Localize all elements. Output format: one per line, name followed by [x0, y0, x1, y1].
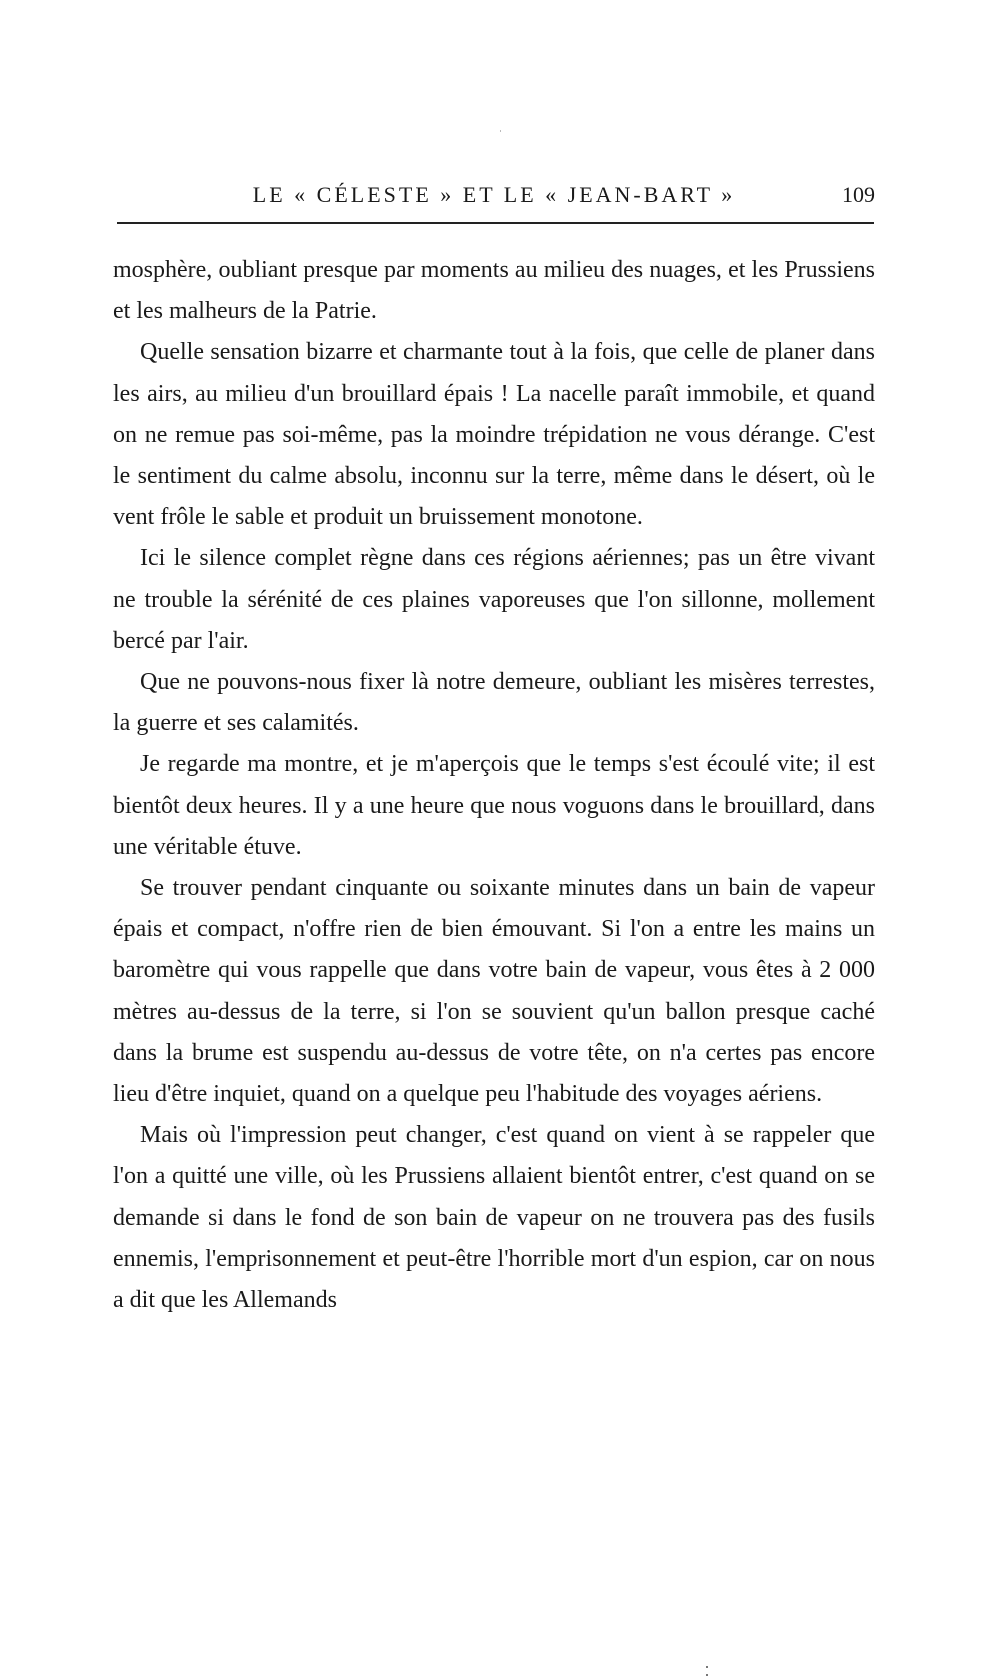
- paragraph: Je regarde ma montre, et je m'aperçois que le temps s'est écoulé vite; il est bientôt deux heures. Il y a une heure que nous voguons dans le brouillard, dans une véritable étuve.: [113, 751, 875, 860]
- paragraph-continuation: mosphère, oubliant presque par moments au milieu des nuages, et les Prussiens et les malheurs de la Patrie.: [113, 257, 875, 325]
- paper-speck: [500, 130, 501, 132]
- paragraph: Que ne pouvons-nous fixer là notre demeure, oubliant les misères terrestes, la guerre et ses calamités.: [113, 669, 875, 737]
- paper-speck: [706, 1674, 708, 1676]
- paragraph: Quelle sensation bizarre et charmante tout à la fois, que celle de planer dans les airs, au milieu d'un brouillard épais ! La nacelle paraît immobile, et quand on ne remue pas soi-même, pas la moindre trépidation ne vous dérange. C'est le sentiment du calme absolu, inconnu sur la terre, même dans le désert, où le vent frôle le sable et produit un bruissement monotone.: [113, 339, 875, 531]
- body-text: [113, 250, 875, 1321]
- running-title: LE « CÉLESTE » ET LE « JEAN-BART »: [252, 182, 736, 207]
- page-number: 109: [842, 182, 875, 207]
- paragraph: Ici le silence complet règne dans ces régions aériennes; pas un être vivant ne trouble la sérénité de ces plaines vaporeuses que l'on sillonne, mollement bercé par l'air.: [113, 545, 875, 654]
- running-head: [113, 178, 875, 212]
- paragraph: Mais où l'impression peut changer, c'est quand on vient à se rappeler que l'on a quitté une ville, où les Prussiens allaient bientôt entrer, c'est quand on se demande si dans le fond de son bain de vapeur on ne trouvera pas des fusils ennemis, l'emprisonnement et peut-être l'horrible mort d'un espion, car on nous a dit que les Allemands: [113, 1122, 875, 1314]
- paper-speck: [706, 1666, 708, 1668]
- paragraph: Se trouver pendant cinquante ou soixante minutes dans un bain de vapeur épais et compact, n'offre rien de bien émouvant. Si l'on a entre les mains un baromètre qui vous rappelle que dans votre bain de vapeur, vous êtes à 2 000 mètres au-dessus de la terre, si l'on se souvient qu'un ballon presque caché dans la brume est suspendu au-dessus de votre tête, on n'a certes pas encore lieu d'être inquiet, quand on a quelque peu l'habitude des voyages aériens.: [113, 875, 875, 1108]
- header-rule: [117, 222, 874, 224]
